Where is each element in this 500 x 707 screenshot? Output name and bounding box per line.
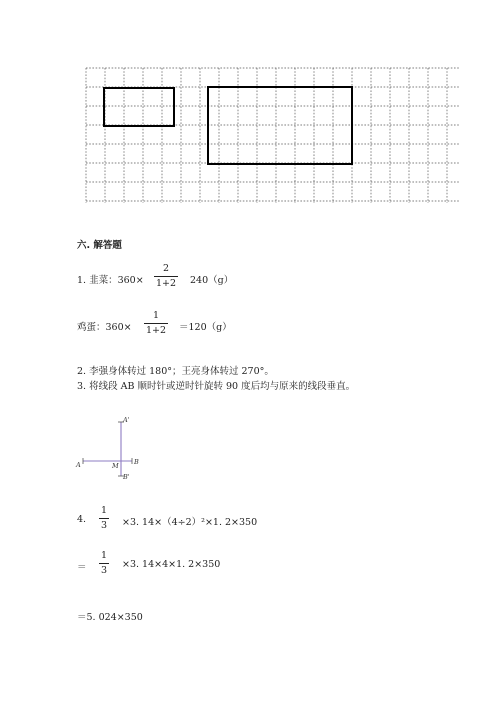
section-heading: 六. 解答题 (77, 240, 122, 251)
q4-line2-numerator: 1 (100, 550, 108, 561)
q2-text: 2. 李强身体转过 180°；王亮身体转过 270°。 (77, 366, 274, 377)
q1-egg-result: ＝120（g） (179, 322, 232, 333)
q1-leek-numerator: 2 (162, 263, 170, 274)
label-b-prime: B' (123, 473, 130, 481)
q4-line3: ＝5. 024×350 (77, 612, 143, 623)
q4-line1-numerator: 1 (100, 505, 108, 516)
small-rectangle (104, 88, 174, 126)
q3-text: 3. 将线段 AB 顺时针或逆时针旋转 90 度后均与原来的线段垂直。 (77, 381, 356, 392)
q1-leek-fraction (154, 264, 178, 288)
q1-egg-denominator: 1+2 (145, 324, 167, 336)
q1-leek-result: 240（g） (190, 275, 234, 286)
q1-egg-label: 鸡蛋：360× (77, 322, 132, 333)
q4-line1-prefix: 4. (77, 514, 87, 525)
q1-egg-numerator: 1 (152, 310, 160, 321)
rotation-figure (70, 410, 160, 485)
q4-line2-fraction (99, 551, 109, 575)
q4-line2-denominator: 3 (100, 564, 108, 576)
q4-line1-fraction (99, 506, 109, 530)
q4-line1-denominator: 3 (100, 519, 108, 531)
q4-line2-prefix: ＝ (77, 562, 87, 573)
label-a-prime: A' (123, 416, 130, 424)
q1-egg-fraction (144, 311, 168, 335)
large-rectangle (208, 87, 352, 164)
q1-leek-label: 1. 韭菜：360× (77, 275, 144, 286)
q1-leek-denominator: 1+2 (155, 277, 177, 289)
dotted-grid-figure (0, 0, 500, 220)
label-m: M (112, 462, 119, 470)
label-b: B (134, 458, 139, 466)
q4-line1-rest: ×3. 14×（4÷2）²×1. 2×350 (122, 517, 258, 528)
q4-line2-rest: ×3. 14×4×1. 2×350 (122, 559, 221, 570)
label-a: A (76, 461, 81, 469)
